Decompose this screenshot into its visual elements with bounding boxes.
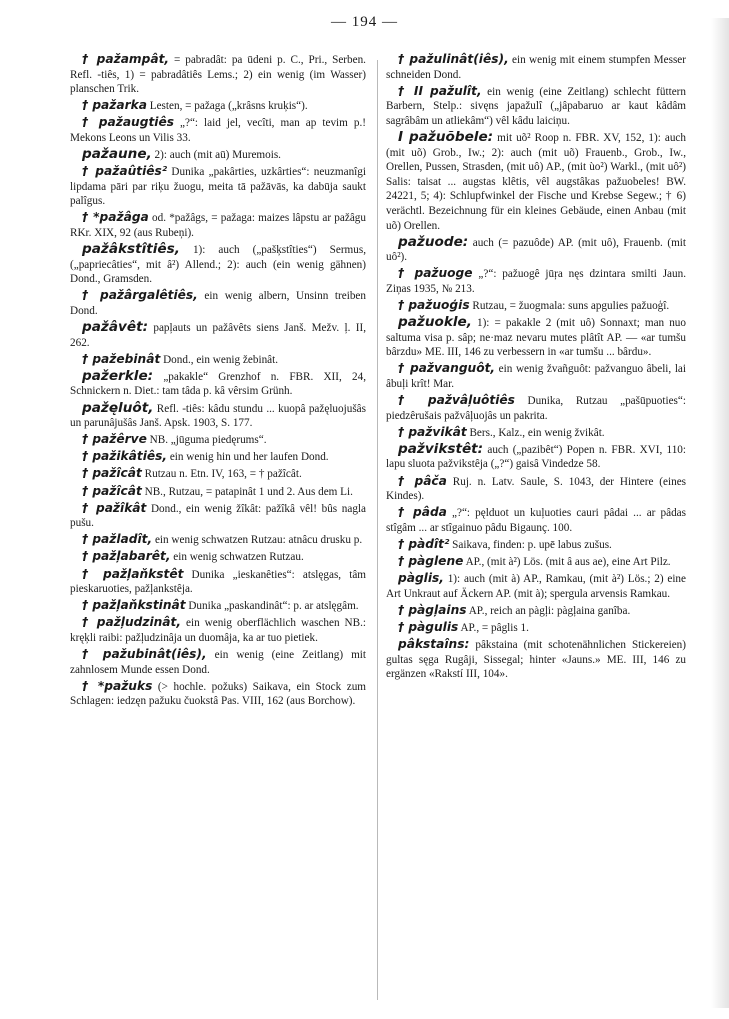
entry-headword: † pažarka — [82, 98, 147, 113]
entry-headword: † pažîkât — [82, 500, 147, 515]
dictionary-entry — [386, 637, 686, 682]
entry-headword: pažvikstêt: — [398, 440, 484, 457]
entry-body: mit uõ² Roop n. FBR. XV, 152, 1): auch (mit uõ) Grob., Iw.; 2): auch (mit uõ) Frauenb., Grob., Iw., Orellen, Pussen, Strasden, (mit uô) AP., (mit ùo²) Warkl., (mit uô²) Salis: taisat ... augstas klêtis, vêl augstâkas pažuobeles! BW. 24221, 5; 4): Schlupfwinkel der Fische und Krebse Segew.; † 6) verächtl. Bezeichnung für ein kleines Gebäude, einen Anbau (mit uõ) Orellen. — [386, 131, 686, 232]
entry-headword: † pažubinât(iês), — [82, 646, 207, 661]
dictionary-entry — [386, 130, 686, 233]
entry-headword: I pažuõbele: — [398, 128, 494, 145]
entry-headword: † pažîcât — [82, 466, 142, 481]
entry-body: „?“: laid jel, vecîti, man ap tevim p.! Mekons Leons un Vilis 33. — [70, 117, 366, 144]
page-number: — 194 — — [331, 14, 398, 30]
entry-headword: pažuokle, — [398, 314, 472, 331]
entry-headword: pažaune, — [82, 146, 152, 163]
dictionary-entry — [386, 298, 686, 314]
dictionary-entry — [70, 615, 366, 645]
dictionary-entry — [70, 567, 366, 597]
entry-body: ein wenig schwatzen Rutzau: atnâcu drusku p. — [152, 534, 363, 547]
entry-headword: pažuode: — [398, 233, 469, 250]
entry-body: ein wenig (eine Zeitlang) schlecht füttern Barbern, Stelp.: sivęns japažulî („jâpabaruo ar kaut kâdâm sagrâbâm un atliekâm“) vêl kâdu laiciņu. — [386, 85, 686, 127]
entry-body: „?“: pažuogê jūŗa nęs dzintara smilti Jaun. Ziņas 1935, № 213. — [386, 268, 687, 295]
dictionary-entry — [70, 549, 366, 565]
entry-body: 2): auch (mit aū) Muremois. — [151, 149, 281, 162]
dictionary-entry — [70, 532, 366, 548]
entry-headword: † pažvâļuôtiês — [398, 393, 515, 408]
entry-headword: † pažļaňkstinât — [82, 598, 186, 613]
entry-headword: † pažuoge — [398, 266, 473, 281]
entry-headword: † pàdît² — [398, 536, 450, 551]
entry-headword: † pažļabarêt, — [82, 549, 171, 564]
entry-body: auch („pazibêt“) Popen n. FBR. XVI, 110: lapu sluota pažvikstêja („?“) gaisâ Vindedze 58. — [386, 443, 686, 471]
entry-body: Dunika „pakârties, uzkârties“: neuzmanîgi lipdama pāri par riķu žuogu, meita tā pažāvās, ka dabūja saukt palîgus. — [70, 166, 366, 208]
entry-body: pâkstaina (mit schotenähnlichen Stickereien) gultas sęga Rugâji, Sissegal; hinter «Jauns.» ME. III, 146 zu ergänzen «Rakstí III, 104». — [386, 638, 686, 681]
dictionary-entry — [386, 235, 686, 265]
dictionary-entry — [70, 320, 366, 350]
entry-body: AP., (mit à²) Lös. (mit â aus ae), eine Art Pilz. — [463, 556, 671, 568]
entry-body: Dunika „paskandinât“: p. ar atslęgâm. — [185, 600, 359, 613]
entry-body: AP., = pâglis 1. — [458, 621, 529, 634]
dictionary-entry — [70, 598, 366, 614]
entry-headword: † II pažulît, — [398, 83, 482, 98]
entry-body: ein wenig oberflächlich waschen NB.: kręķli raibi: pažļudzinâja un duomâja, ka ar tuo pietiek. — [70, 617, 366, 644]
entry-body: ein wenig žvañguôt: pažvanguo âbeli, lai âbuļi krît! Mar. — [386, 363, 687, 390]
entry-headword: † pažļaňkstêt — [82, 566, 184, 581]
dictionary-entry — [386, 425, 686, 441]
entry-headword: † pažikâtiês, — [82, 449, 168, 464]
entry-body: Dunika, Rutzau „pašūpuoties“: piedzêrušais pažvâļuojâs un pakrita. — [386, 395, 686, 422]
entry-headword: † pažaûtiês² — [82, 164, 168, 179]
entry-body: Bers., Kalz., ein wenig žvikât. — [466, 426, 605, 439]
dictionary-entry — [70, 164, 366, 209]
entry-body: Saikava, finden: p. upē labus zušus. — [449, 538, 612, 551]
entry-headword: † pažļudzinât, — [82, 615, 181, 630]
dictionary-entry — [70, 679, 366, 709]
entry-headword: † pažvanguôt, — [398, 361, 496, 376]
entry-body: „pakakle“ Grenzhof n. FBR. XII, 24, Schnickern n. Diet.: tam tâda p. kâ vêrsim Grünh. — [70, 370, 366, 398]
dictionary-entry — [386, 84, 686, 129]
dictionary-entry — [386, 361, 686, 391]
entry-body: ein wenig (eine Zeitlang) mit zahnlosem Munde essen Dond. — [70, 648, 366, 676]
entry-body: AP., reich an pàgļi: pàgļaina ganîba. — [466, 604, 631, 617]
dictionary-entry — [70, 115, 366, 145]
entry-body: NB., Rutzau, = patapinât 1 und 2. Aus dem Li. — [141, 485, 353, 498]
dictionary-entry — [386, 603, 686, 619]
entry-body: Dond., ein wenig žebinât. — [160, 353, 279, 366]
entry-body: ein wenig schwatzen Rutzau. — [170, 551, 304, 564]
dictionary-entry — [70, 352, 366, 368]
entry-headword: † pažuoģis — [398, 298, 470, 312]
dictionary-entry — [386, 537, 686, 553]
dictionary-entry — [70, 242, 366, 287]
dictionary-entry — [386, 620, 686, 636]
entry-body: Dunika „ieskanêties“: atslęgas, tâm pieskaruoties, pažļankstêja. — [70, 568, 367, 596]
entry-body: Lesten, = pažaga („krâsns kruķis“). — [146, 100, 308, 113]
dictionary-entry — [386, 474, 686, 504]
entry-headword: pàglis, — [398, 571, 444, 586]
entry-body: Ruj. n. Latv. Saule, S. 1043, der Hintere (eines Kindes). — [386, 475, 687, 503]
entry-body: ein wenig albern, Unsinn treiben Dond. — [70, 290, 366, 317]
dictionary-entry — [386, 393, 686, 423]
dictionary-entry — [70, 449, 366, 465]
entry-headword: † pažîcât — [82, 483, 142, 498]
dictionary-entry — [386, 571, 686, 601]
entry-body: papļauts un pažâvêts siens Janš. Mežv. ļ. II, 262. — [70, 322, 366, 349]
entry-headword: † pâda — [398, 505, 447, 520]
entry-body: od. *pažâgs, = pažaga: maizes lâpstu ar pažâgu RKr. XIX, 92 (aus Rubeņi). — [70, 212, 366, 240]
dictionary-entry — [70, 52, 366, 97]
entry-headword: pâkstaîns: — [398, 636, 470, 651]
entry-body: = pabradât: pa ūdeni p. C., Pri., Serben. Refl. -tiês, 1) = pabradâtiês Lems.; 2) ein wenig (im Wasser) planschen Trik. — [70, 54, 366, 96]
column-divider — [377, 60, 378, 1000]
entry-body: Dond., ein wenig žîkât: pažîkâ vêl! bûs nagla pušu. — [70, 502, 366, 530]
entry-headword: † pàgļains — [398, 602, 467, 617]
entry-headword: † pàglene — [398, 554, 464, 568]
page-edge-shadow — [711, 18, 729, 1008]
dictionary-entry — [70, 210, 366, 240]
entry-headword: † *pažuks — [82, 678, 153, 693]
dictionary-entry — [70, 401, 366, 431]
dictionary-entry — [386, 315, 686, 360]
entry-body: auch (= pazuôde) AP. (mit uô), Frauenb. (mit uô²). — [386, 236, 686, 264]
entry-headword: † pâča — [398, 473, 447, 488]
entry-body: Rutzau n. Etn. IV, 163, = † pažîcât. — [141, 468, 302, 481]
dictionary-entry — [386, 442, 686, 472]
dictionary-entry — [386, 52, 686, 82]
entry-headword: † *pažâga — [82, 210, 149, 225]
entry-body: Rutzau, = žuogmala: suns apgulies pažuoģî. — [469, 300, 670, 312]
entry-headword: pažęluôt, — [82, 399, 154, 416]
entry-headword: † pažaugtiês — [82, 115, 174, 130]
entry-headword: † pàgulis — [398, 619, 459, 634]
entry-headword: † pažêrve — [82, 432, 147, 447]
dictionary-entry — [386, 266, 686, 296]
dictionary-entry — [70, 98, 366, 114]
entry-body: „?“: pęlduot un kuļuoties cauri pâdai ... ar pâdas stîgâm ... ar stîgainuo pâdu Bigaunç. 100. — [386, 507, 686, 534]
dictionary-entry — [386, 505, 686, 535]
dictionary-entry — [70, 466, 366, 482]
right-column — [386, 52, 686, 683]
entry-headword: † pažebinât — [82, 351, 161, 366]
dictionary-entry — [70, 647, 366, 677]
entry-body: NB. „jūguma piedęrums“. — [146, 434, 267, 447]
entry-body: 1): auch („pašķstîties“) Sermus, („papriecâties“, mit â²) Allend.; 2): auch (ein wenig gähnen) Dond., Gramsden. — [70, 244, 366, 286]
entry-body: 1): auch (mit à) AP., Ramkau, (mit à²) Lös.; 2) eine Art Unkraut auf Äckern AP. (mit à); spergula arvensis Ramkau. — [386, 573, 686, 600]
entry-headword: † pažârgalêtiês, — [82, 288, 198, 303]
entry-body: 1): = pakakle 2 (mit uô) Sonnaxt; man nuo saltuma visa p. sâp; ne·maz nevaru mutes plâtît AP. — «ar tumšu bârzdu» ME. III, 146 zu verbessern in «ar tumšu ... bârdu». — [386, 317, 686, 359]
dictionary-entry — [70, 369, 366, 399]
entry-headword: pažâkstîtiês, — [82, 241, 180, 258]
dictionary-entry — [70, 288, 366, 318]
dictionary-entry — [70, 501, 366, 531]
entry-body: ein wenig hin und her laufen Dond. — [167, 451, 329, 464]
dictionary-entry — [70, 432, 366, 448]
dictionary-entry — [386, 554, 686, 570]
entry-body: Refl. -tiês: kâdu stundu ... kuopâ pažęluojušâs un parunâjušâs Janš. Apsk. 1903, S. 177. — [70, 402, 366, 430]
entry-headword: † pažulinât(iês), — [398, 52, 509, 66]
entry-body: ein wenig mit einem stumpfen Messer schneiden Dond. — [386, 54, 686, 81]
dictionary-entry — [70, 484, 366, 500]
entry-headword: † pažladît, — [82, 532, 153, 547]
entry-headword: pažerkle: — [82, 367, 154, 384]
entry-body: (> hochle. požuks) Saikava, ein Stock zum Schlagen: iedzęn pažuku čuokstâ Pas. VIII, 162 (aus Borchow). — [70, 680, 366, 708]
entry-headword: † pažampât, — [82, 52, 170, 66]
entry-headword: † pažvikât — [398, 424, 467, 439]
entry-headword: pažâvêt: — [82, 319, 149, 336]
left-column — [70, 52, 366, 710]
dictionary-entry — [70, 147, 366, 163]
